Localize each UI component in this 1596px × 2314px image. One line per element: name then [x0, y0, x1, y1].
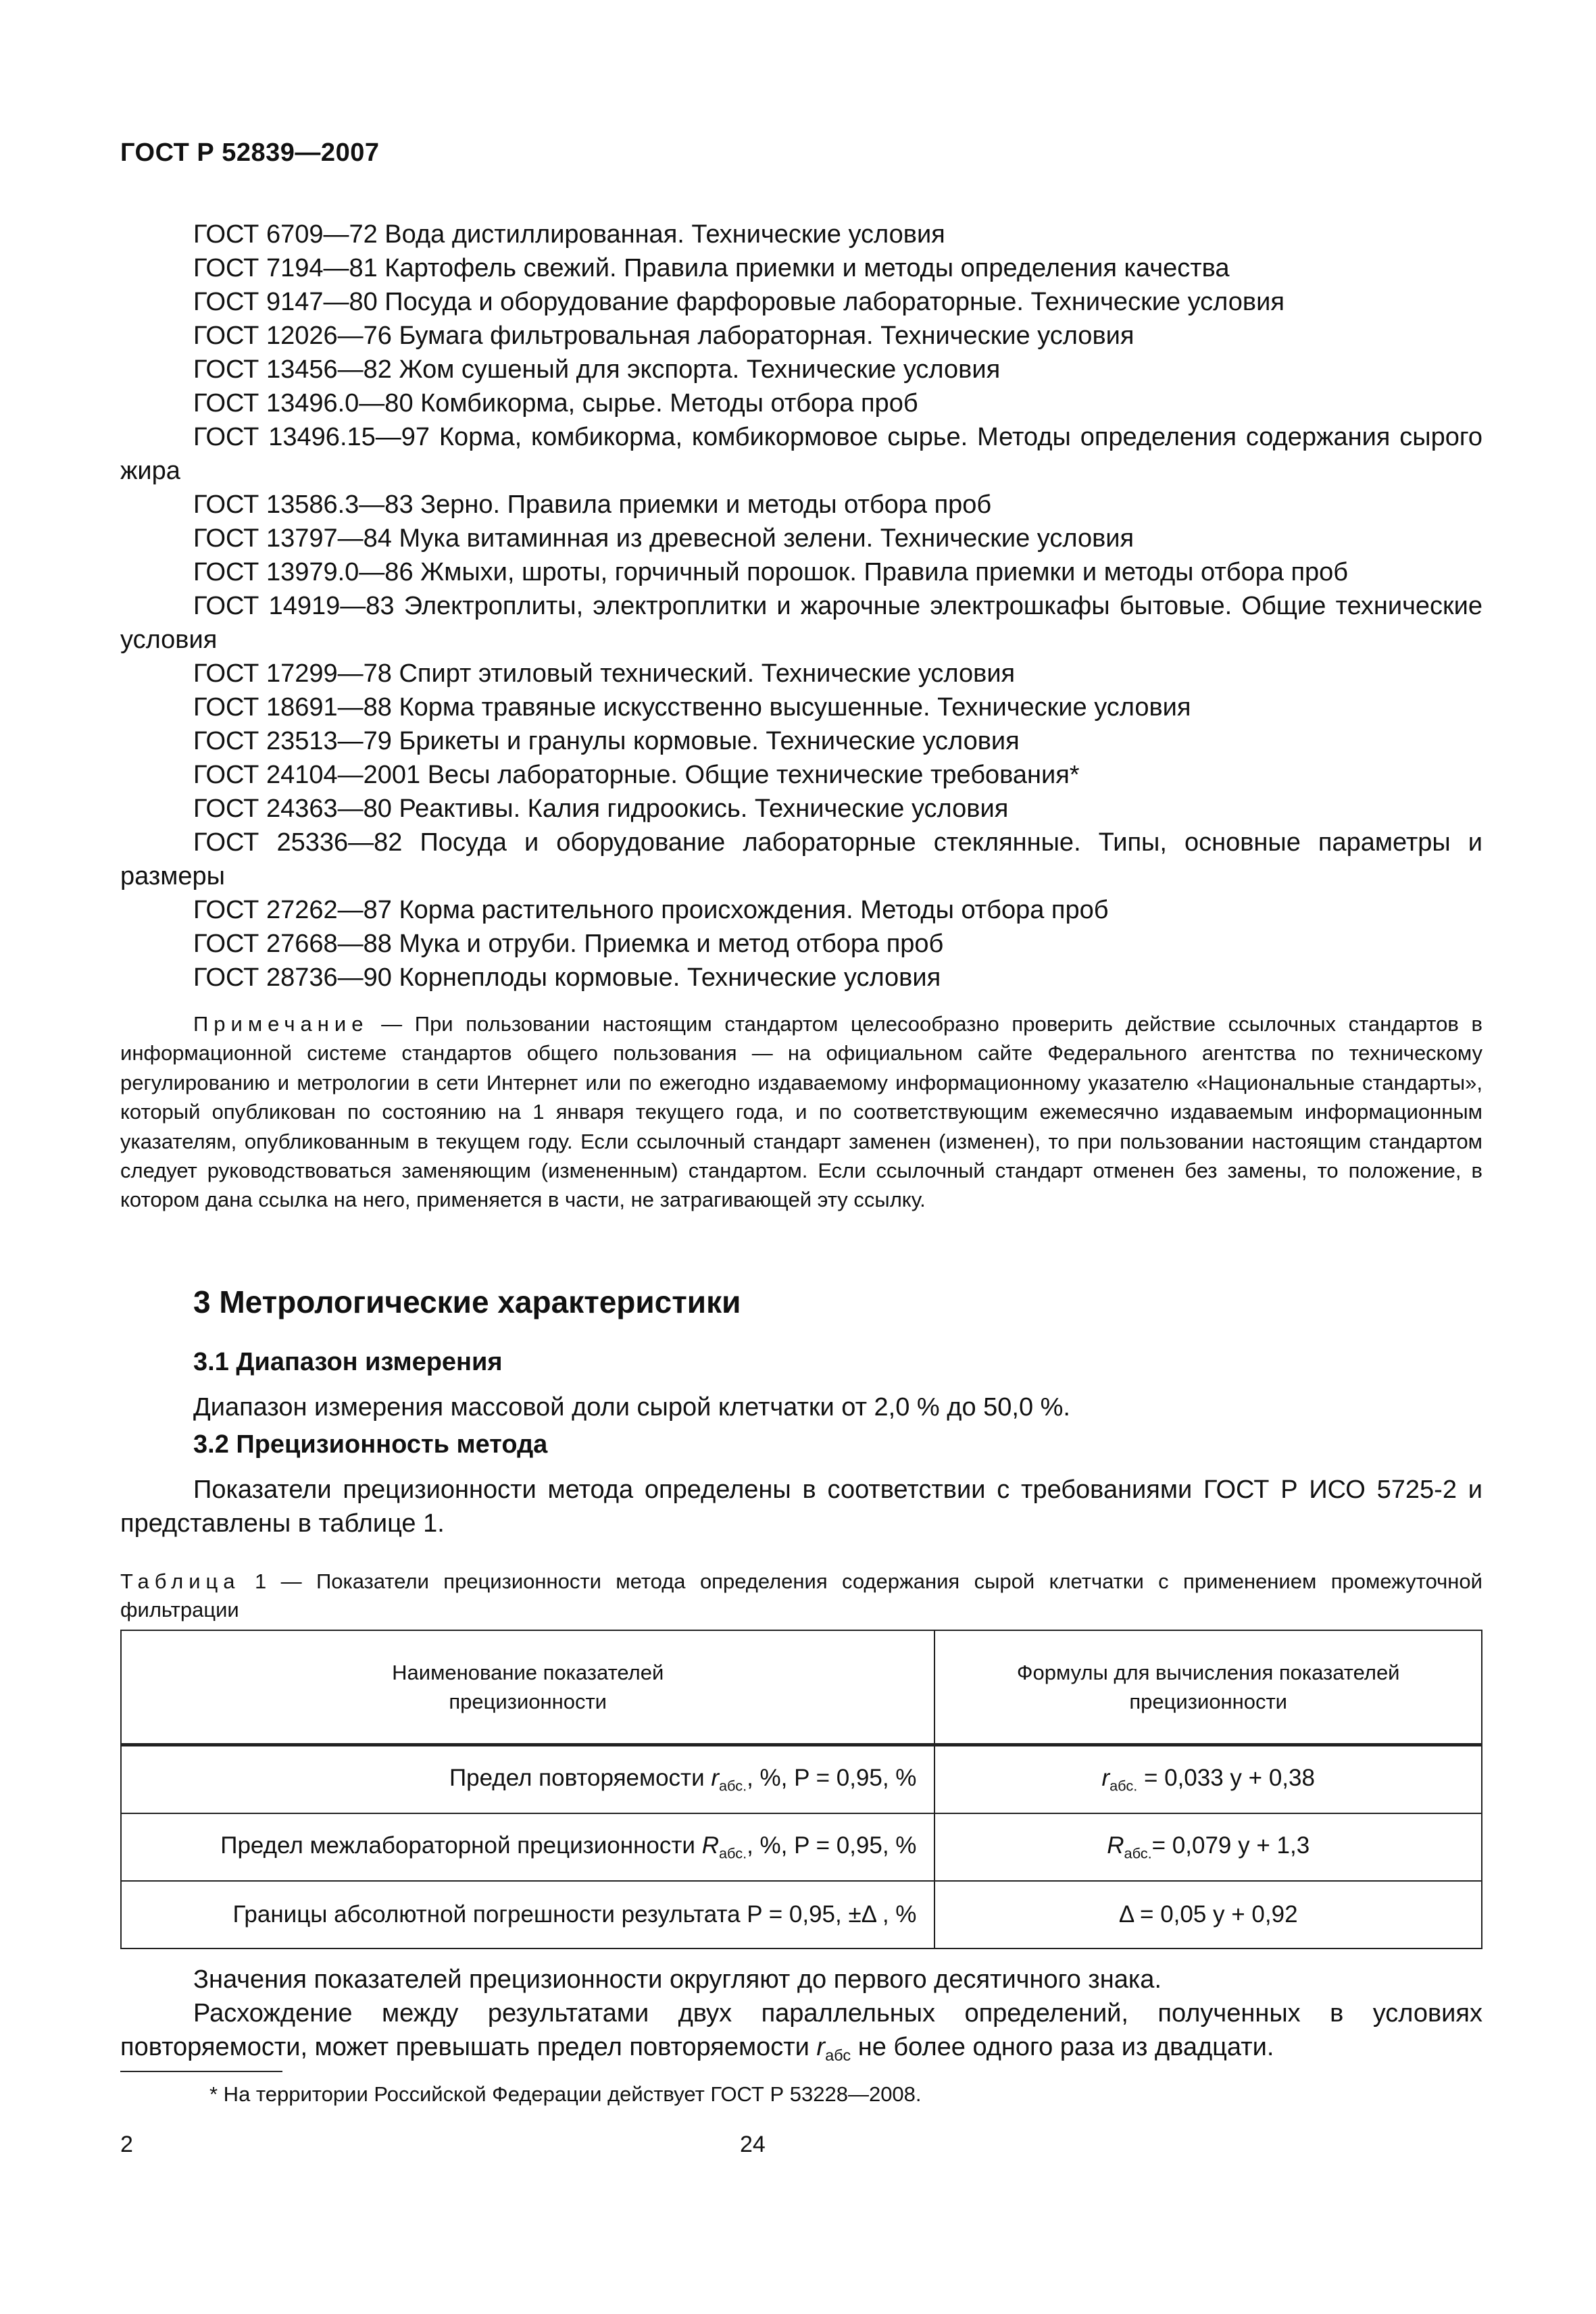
subsection-text-3-2: Показатели прецизионности метода определены в соответствии с требованиями ГОСТ Р ИСО 5725-2 и представлены в таблице 1. — [120, 1476, 1482, 1538]
cell-symbol: R — [701, 1832, 719, 1859]
reference-item: ГОСТ 13797—84 Мука витаминная из древесной зелени. Технические условия — [193, 524, 1134, 553]
subsection-text-3-1: Диапазон измерения массовой доли сырой клетчатки от 2,0 % до 50,0 %. — [193, 1393, 1070, 1422]
reference-item: ГОСТ 24104—2001 Весы лабораторные. Общие технические требования* — [193, 761, 1080, 789]
normative-references-list — [120, 218, 1482, 995]
reference-item: ГОСТ 24363—80 Реактивы. Калия гидроокись. Технические условия — [193, 795, 1009, 823]
reference-item: ГОСТ 14919—83 Электроплиты, электроплитки и жарочные электрошкафы бытовые. Общие технические условия — [120, 592, 1482, 654]
table-cell — [121, 1813, 934, 1881]
page-number-left: 2 — [120, 2132, 133, 2157]
formula-symbol: R — [1107, 1832, 1124, 1859]
reference-item: ГОСТ 13496.0—80 Комбикорма, сырье. Методы отбора проб — [193, 389, 918, 418]
cell-text: Предел повторяемости — [449, 1764, 712, 1791]
table-cell — [934, 1745, 1482, 1814]
precision-table — [120, 1630, 1482, 1949]
formula-text: = 0,033 y + 0,38 — [1137, 1764, 1315, 1791]
table-caption-text: 1 — Показатели прецизионности метода определения содержания сырой клетчатки с применением промежуточной фильтрации — [120, 1569, 1482, 1621]
reference-item: ГОСТ 17299—78 Спирт этиловый технический. Технические условия — [193, 659, 1016, 688]
reference-item: ГОСТ 13456—82 Жом сушеный для экспорта. Технические условия — [193, 355, 1001, 384]
table-cell — [121, 1745, 934, 1814]
document-header: ГОСТ Р 52839—2007 — [120, 139, 380, 167]
subsection-title-3-1: 3.1 Диапазон измерения — [193, 1348, 503, 1376]
paragraph-subscript: абс — [825, 2046, 851, 2065]
note-text: — При пользовании настоящим стандартом целесообразно проверить действие ссылочных стандартов в информационной системе стандартов общего пользования — на официальном сайте Федерального агентства по техническому регулированию и метрологии в сети Интернет или по ежегодно издаваемому информационному указателю «Национальные стандарты», который опубликован по состоянию на 1 января текущего года, и по соответствующим ежемесячно издаваемым информационным указателям, опубликованным в текущем году. Если ссылочный стандарт заменен (изменен), то при пользовании настоящим стандартом следует руководствоваться заменяющим (измененным) стандартом. Если ссылочный стандарт отменен без замены, то положение, в котором дана ссылка на него, применяется в части, не затрагивающей эту ссылку. — [120, 1012, 1482, 1212]
reference-item: ГОСТ 7194—81 Картофель свежий. Правила приемки и методы определения качества — [193, 254, 1230, 282]
col1-header-text: Наименование показателей прецизионности — [392, 1661, 664, 1713]
reference-item: ГОСТ 13496.15—97 Корма, комбикорма, комбикормовое сырье. Методы определения содержания сырого жира — [120, 423, 1482, 485]
note-label: Примечание — [193, 1012, 369, 1036]
table-cell — [121, 1881, 934, 1948]
table-header-row — [121, 1630, 1482, 1745]
reference-item: ГОСТ 25336—82 Посуда и оборудование лабораторные стеклянные. Типы, основные параметры и размеры — [120, 828, 1482, 890]
reference-item: ГОСТ 12026—76 Бумага фильтровальная лабораторная. Технические условия — [193, 322, 1134, 350]
after-table-paragraph-2 — [120, 1996, 1482, 2072]
formula-symbol: r — [1101, 1764, 1110, 1791]
table-header-cell — [934, 1630, 1482, 1745]
table-header-cell — [121, 1630, 934, 1745]
cell-text: , %, P = 0,95, % — [747, 1832, 917, 1859]
paragraph-text: Расхождение между результатами двух параллельных определений, полученных в условиях повторяемости, может превышать предел повторяемости — [120, 1999, 1482, 2061]
cell-symbol: r — [711, 1764, 719, 1791]
footnote: * На территории Российской Федерации действует ГОСТ Р 53228—2008. — [209, 2082, 922, 2106]
paragraph-text: не более одного раза из двадцати. — [851, 2033, 1274, 2061]
reference-item: ГОСТ 27262—87 Корма растительного происхождения. Методы отбора проб — [193, 896, 1109, 924]
reference-item: ГОСТ 28736—90 Корнеплоды кормовые. Технические условия — [193, 963, 941, 992]
note-paragraph — [120, 1009, 1482, 1215]
reference-item: ГОСТ 27668—88 Мука и отруби. Приемка и метод отбора проб — [193, 930, 944, 958]
reference-item: ГОСТ 18691—88 Корма травяные искусственно высушенные. Технические условия — [193, 693, 1191, 722]
reference-item: ГОСТ 9147—80 Посуда и оборудование фарфоровые лабораторные. Технические условия — [193, 288, 1285, 316]
after-table-paragraph-1: Значения показателей прецизионности округляют до первого десятичного знака. — [193, 1965, 1162, 1994]
table-row — [121, 1881, 1482, 1948]
cell-text: Границы абсолютной погрешности результата P = 0,95, ±Δ , % — [232, 1901, 917, 1928]
formula-text: = 0,079 y + 1,3 — [1151, 1832, 1310, 1859]
cell-subscript: абс. — [719, 1777, 747, 1794]
table-row — [121, 1745, 1482, 1814]
footnote-divider — [120, 2071, 282, 2072]
reference-item: ГОСТ 13586.3—83 Зерно. Правила приемки и методы отбора проб — [193, 491, 992, 519]
table-caption-label: Таблица — [120, 1569, 241, 1593]
reference-item: ГОСТ 6709—72 Вода дистиллированная. Технические условия — [193, 220, 945, 249]
section-title: 3 Метрологические характеристики — [193, 1284, 741, 1319]
reference-item: ГОСТ 13979.0—86 Жмыхи, шроты, горчичный порошок. Правила приемки и методы отбора проб — [193, 558, 1349, 586]
table-cell — [934, 1813, 1482, 1881]
cell-text: , %, P = 0,95, % — [747, 1764, 917, 1791]
page-number-center: 24 — [740, 2132, 766, 2157]
formula-subscript: абс. — [1124, 1844, 1152, 1862]
reference-item: ГОСТ 23513—79 Брикеты и гранулы кормовые. Технические условия — [193, 727, 1020, 755]
cell-text: Предел межлабораторной прецизионности — [220, 1832, 702, 1859]
table-cell — [934, 1881, 1482, 1948]
cell-subscript: абс. — [719, 1844, 747, 1862]
table-row — [121, 1813, 1482, 1881]
formula-subscript: абс. — [1109, 1777, 1138, 1794]
subsection-title-3-2: 3.2 Прецизионность метода — [193, 1430, 548, 1459]
table-caption — [120, 1567, 1482, 1624]
paragraph-symbol: r — [816, 2033, 826, 2061]
col2-header-text: Формулы для вычисления показателей прецизионности — [1016, 1661, 1400, 1713]
formula-text: Δ = 0,05 y + 0,92 — [1118, 1901, 1298, 1928]
